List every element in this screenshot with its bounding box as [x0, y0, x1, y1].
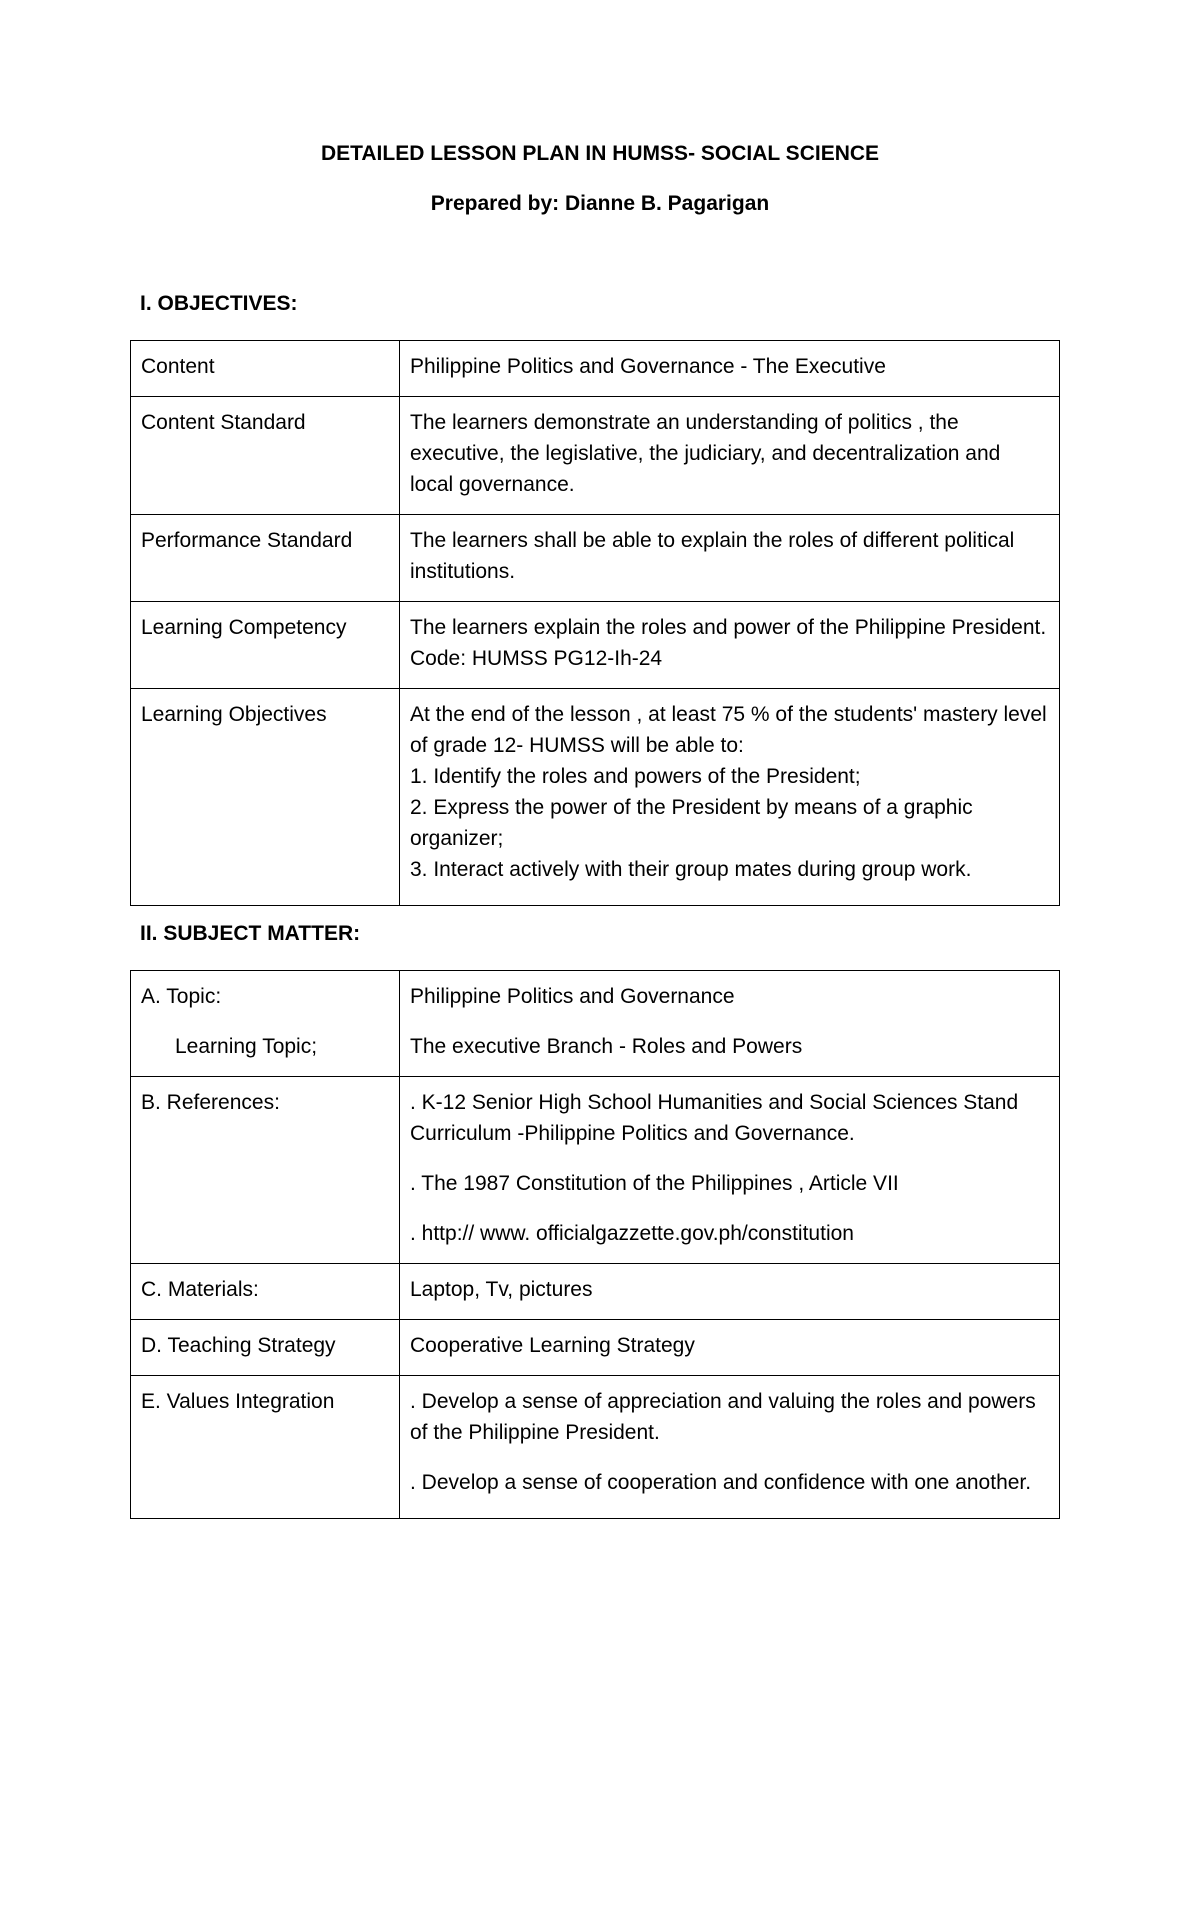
- materials-value: Laptop, Tv, pictures: [400, 1264, 1060, 1320]
- table-row: [131, 397, 1060, 515]
- reference-item-1: . K-12 Senior High School Humanities and Social Sciences Stand Curriculum -Philippine Politics and Governance.: [410, 1091, 1019, 1145]
- table-row: [131, 689, 1060, 906]
- subject-matter-heading: II. SUBJECT MATTER:: [140, 922, 361, 945]
- row-value-content-standard: The learners demonstrate an understanding of politics , the executive, the legislative, the judiciary, and decentralization and local governance.: [400, 397, 1060, 515]
- topic-label-cell: [131, 971, 400, 1077]
- learning-topic-label: Learning Topic;: [175, 1035, 318, 1058]
- table-row: [131, 1320, 1060, 1376]
- row-label-learning-objectives: Learning Objectives: [131, 689, 400, 906]
- objective-item-2: 2. Express the power of the President by means of a graphic organizer;: [410, 796, 973, 850]
- prepared-by: Prepared by: Dianne B. Pagarigan: [430, 192, 770, 215]
- materials-label: C. Materials:: [131, 1264, 400, 1320]
- table-row: [131, 1077, 1060, 1264]
- value-item-2: . Develop a sense of cooperation and confidence with one another.: [410, 1471, 1032, 1494]
- row-label-learning-competency: Learning Competency: [131, 602, 400, 689]
- reference-item-2: . The 1987 Constitution of the Philippines , Article VII: [410, 1172, 899, 1195]
- objectives-heading: I. OBJECTIVES:: [140, 292, 298, 315]
- row-label-content-standard: Content Standard: [131, 397, 400, 515]
- table-row: [131, 515, 1060, 602]
- table-row: [131, 1376, 1060, 1519]
- strategy-label: D. Teaching Strategy: [131, 1320, 400, 1376]
- objective-item-1: 1. Identify the roles and powers of the President;: [410, 765, 861, 788]
- references-value-cell: [400, 1077, 1060, 1264]
- document-title: DETAILED LESSON PLAN IN HUMSS- SOCIAL SCIENCE: [320, 142, 880, 165]
- references-label: B. References:: [131, 1077, 400, 1264]
- values-label: E. Values Integration: [131, 1376, 400, 1519]
- row-label-performance-standard: Performance Standard: [131, 515, 400, 602]
- table-row: [131, 341, 1060, 397]
- topic-value-cell: [400, 971, 1060, 1077]
- objectives-table: [130, 340, 1060, 906]
- row-value-learning-competency: The learners explain the roles and power of the Philippine President. Code: HUMSS PG12-Ih-24: [400, 602, 1060, 689]
- row-value-performance-standard: The learners shall be able to explain the roles of different political institutions.: [400, 515, 1060, 602]
- topic-value: Philippine Politics and Governance: [410, 985, 735, 1008]
- row-value-content: Philippine Politics and Governance - The Executive: [400, 341, 1060, 397]
- table-row: [131, 1264, 1060, 1320]
- row-label-content: Content: [131, 341, 400, 397]
- objective-item-3: 3. Interact actively with their group mates during group work.: [410, 858, 972, 881]
- topic-label: A. Topic:: [141, 985, 222, 1008]
- reference-item-3: . http:// www. officialgazzette.gov.ph/constitution: [410, 1222, 854, 1245]
- learning-topic-value: The executive Branch - Roles and Powers: [410, 1035, 803, 1058]
- objectives-intro: At the end of the lesson , at least 75 % of the students' mastery level of grade 12- HUMSS will be able to:: [410, 703, 1047, 757]
- value-item-1: . Develop a sense of appreciation and valuing the roles and powers of the Philippine President.: [410, 1390, 1036, 1444]
- subject-matter-table: [130, 970, 1060, 1519]
- row-value-learning-objectives: [400, 689, 1060, 906]
- values-value-cell: [400, 1376, 1060, 1519]
- strategy-value: Cooperative Learning Strategy: [400, 1320, 1060, 1376]
- table-row: [131, 971, 1060, 1077]
- table-row: [131, 602, 1060, 689]
